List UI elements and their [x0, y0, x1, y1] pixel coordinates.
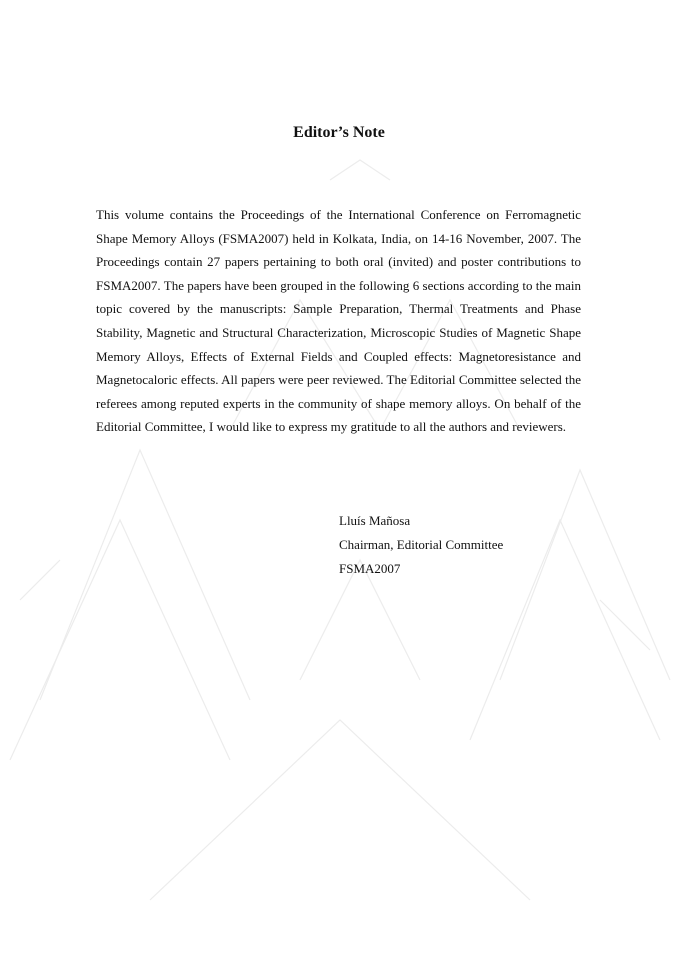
signature-block [339, 509, 503, 581]
page-title: Editor’s Note [293, 124, 385, 141]
signature-role: Chairman, Editorial Committee [339, 537, 504, 552]
signature-organization: FSMA2007 [339, 561, 401, 576]
body-paragraph: This volume contains the Proceedings of the International Conference on Ferromagnetic Shape Memory Alloys (FSMA2007) held in Kolkata, India, on 14-16 November, 2007. The Proceedings contain 27 papers pertaining to both oral (invited) and poster contributions to FSMA2007. The papers have been grouped in the following 6 sections according to the main topic covered by the manuscripts: Sample Preparation, Thermal Treatments and Phase Stability, Magnetic and Structural Characterization, Microscopic Studies of Magnetic Shape Memory Alloys, Effects of External Fields and Coupled effects: Magnetoresistance and Magnetocaloric effects. All papers were peer reviewed. The Editorial Committee selected the referees among reputed experts in the community of shape memory alloys. On behalf of the Editorial Committee, I would like to express my gratitude to all the authors and reviewers. [96, 207, 581, 435]
signature-name: Lluís Mañosa [339, 513, 411, 528]
